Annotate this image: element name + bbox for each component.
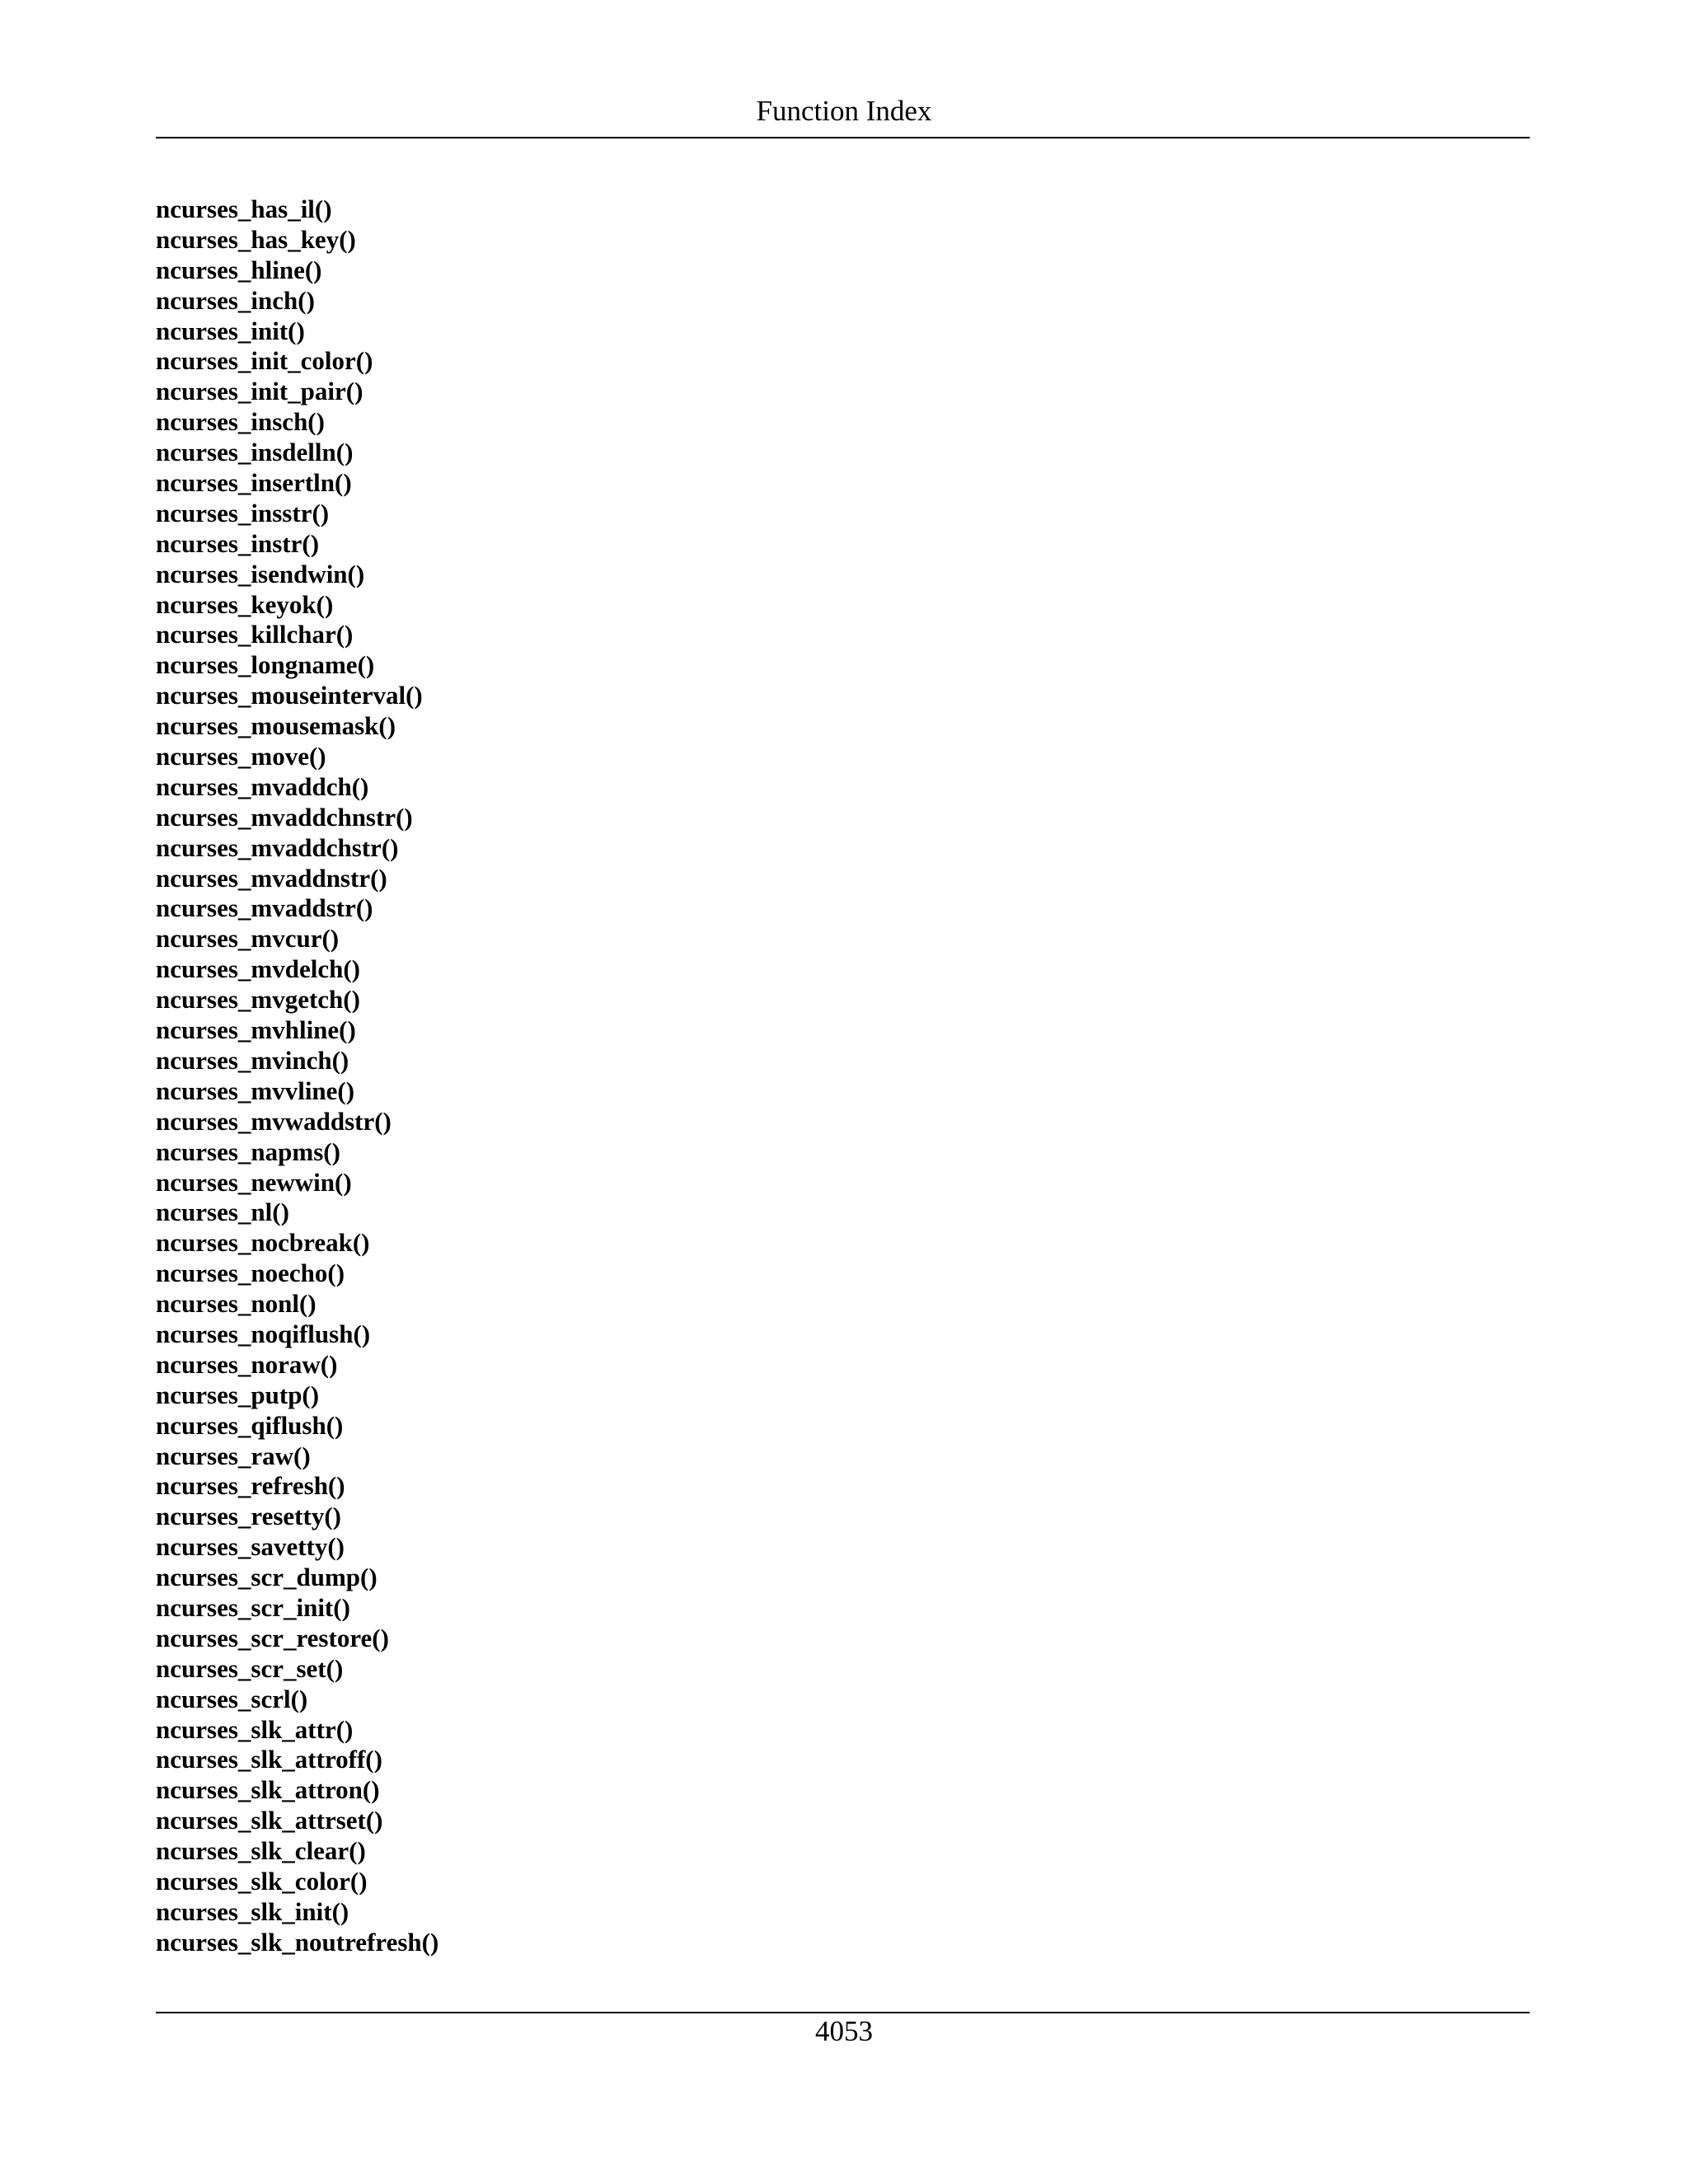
- function-index-entry: ncurses_mvgetch(): [156, 985, 360, 1015]
- function-index-entry: ncurses_has_il(): [156, 194, 332, 223]
- function-index-entry: ncurses_slk_attron(): [156, 1775, 380, 1805]
- function-index-entry: ncurses_noraw(): [156, 1349, 338, 1379]
- function-index-entry: ncurses_resetty(): [156, 1502, 341, 1531]
- function-index-entry: ncurses_refresh(): [156, 1471, 345, 1501]
- function-index-entry: ncurses_mvaddstr(): [156, 893, 373, 923]
- function-index-entry: ncurses_inch(): [156, 285, 315, 315]
- function-index-entry: ncurses_nl(): [156, 1197, 289, 1227]
- function-index-entry: ncurses_mvdelch(): [156, 954, 360, 984]
- function-index-entry: ncurses_killchar(): [156, 620, 354, 649]
- function-index-entry: ncurses_mvvline(): [156, 1076, 355, 1105]
- function-index-entry: ncurses_mvinch(): [156, 1045, 349, 1075]
- function-index-entry: ncurses_mvwaddstr(): [156, 1106, 392, 1136]
- function-index-entry: ncurses_putp(): [156, 1380, 320, 1409]
- header-rule: [156, 137, 1530, 138]
- function-index-entry: ncurses_qiflush(): [156, 1410, 344, 1440]
- function-index-entry: ncurses_mousemask(): [156, 711, 396, 741]
- function-index-list: [156, 194, 438, 1958]
- function-index-entry: ncurses_noqiflush(): [156, 1319, 371, 1348]
- function-index-entry: ncurses_scr_init(): [156, 1592, 350, 1622]
- function-index-entry: ncurses_mvaddchstr(): [156, 832, 399, 862]
- function-index-entry: ncurses_mouseinterval(): [156, 681, 423, 710]
- function-index-entry: ncurses_mvhline(): [156, 1015, 356, 1045]
- function-index-entry: ncurses_slk_noutrefresh(): [156, 1927, 439, 1957]
- function-index-entry: ncurses_scr_dump(): [156, 1563, 377, 1592]
- function-index-entry: ncurses_init_pair(): [156, 377, 363, 406]
- function-index-entry: ncurses_mvaddchnstr(): [156, 802, 413, 832]
- function-index-entry: ncurses_init(): [156, 316, 305, 345]
- function-index-entry: ncurses_newwin(): [156, 1167, 352, 1197]
- function-index-entry: ncurses_init_color(): [156, 346, 373, 376]
- function-index-entry: ncurses_insch(): [156, 407, 325, 437]
- function-index-entry: ncurses_isendwin(): [156, 559, 365, 588]
- function-index-entry: ncurses_scrl(): [156, 1684, 308, 1713]
- function-index-entry: ncurses_slk_attr(): [156, 1714, 354, 1744]
- page-header-title: Function Index: [756, 95, 932, 127]
- function-index-entry: ncurses_slk_clear(): [156, 1836, 366, 1866]
- function-index-entry: ncurses_mvaddch(): [156, 771, 369, 801]
- function-index-entry: ncurses_longname(): [156, 650, 375, 680]
- function-index-entry: ncurses_nocbreak(): [156, 1228, 370, 1258]
- function-index-entry: ncurses_savetty(): [156, 1532, 345, 1562]
- function-index-entry: ncurses_noecho(): [156, 1258, 345, 1288]
- function-index-entry: ncurses_insstr(): [156, 498, 330, 527]
- function-index-entry: ncurses_instr(): [156, 528, 320, 558]
- function-index-entry: ncurses_insertln(): [156, 468, 352, 498]
- function-index-entry: ncurses_scr_set(): [156, 1653, 344, 1683]
- function-index-entry: ncurses_raw(): [156, 1441, 311, 1470]
- function-index-entry: ncurses_scr_restore(): [156, 1623, 389, 1652]
- function-index-entry: ncurses_slk_init(): [156, 1896, 349, 1926]
- function-index-entry: ncurses_slk_attroff(): [156, 1745, 382, 1774]
- function-index-entry: ncurses_slk_attrset(): [156, 1806, 383, 1835]
- function-index-entry: ncurses_nonl(): [156, 1289, 316, 1319]
- function-index-entry: ncurses_move(): [156, 742, 326, 771]
- function-index-entry: ncurses_napms(): [156, 1137, 340, 1166]
- function-index-entry: ncurses_insdelln(): [156, 438, 354, 467]
- page-number: 4053: [815, 2015, 873, 2047]
- function-index-entry: ncurses_hline(): [156, 255, 322, 284]
- function-index-entry: ncurses_mvaddnstr(): [156, 863, 387, 893]
- function-index-entry: ncurses_slk_color(): [156, 1866, 368, 1896]
- function-index-entry: ncurses_has_key(): [156, 224, 356, 254]
- function-index-entry: ncurses_keyok(): [156, 589, 334, 619]
- function-index-entry: ncurses_mvcur(): [156, 924, 340, 954]
